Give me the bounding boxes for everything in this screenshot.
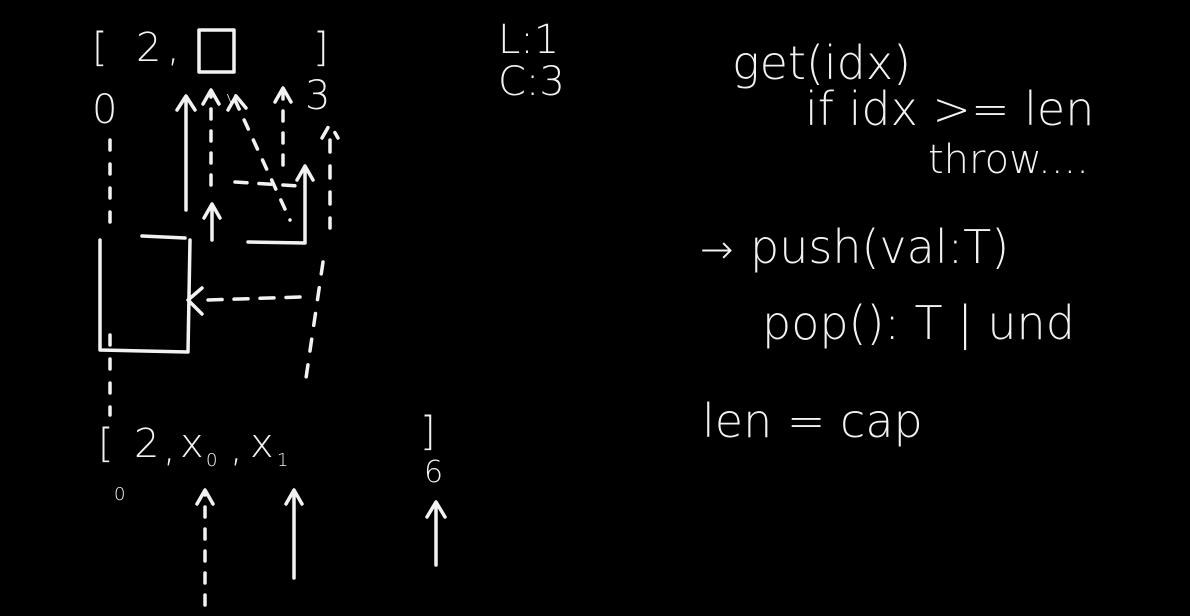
bottom-array-close-bracket: ] xyxy=(420,409,436,455)
note-get-throw: throw.... xyxy=(928,137,1089,183)
top-array-comma: , xyxy=(167,25,180,71)
bottom-array-open-bracket: [ xyxy=(98,421,114,467)
note-get-condition: if idx >= len xyxy=(805,82,1095,136)
note-len-equals-cap: len = cap xyxy=(702,394,923,448)
top-array-open-bracket: [ xyxy=(92,25,108,71)
dashed-horizontal-link xyxy=(235,182,298,186)
top-array-pointer-label: y xyxy=(226,88,237,109)
bottom-array-index-end: 6 xyxy=(424,455,444,490)
arrow-bottom-x0-head xyxy=(197,490,213,504)
memory-block xyxy=(100,236,190,352)
capacity-label: C:3 xyxy=(498,59,565,105)
arrow-middle-up xyxy=(204,204,220,240)
top-array-close-bracket: ] xyxy=(313,25,329,71)
arrow-block-to-slot-1 xyxy=(177,96,195,210)
bottom-array-x0-subscript: 0 xyxy=(206,450,218,471)
length-label: L:1 xyxy=(498,17,560,63)
index-3-dashed-guide xyxy=(305,124,338,385)
note-push-arrow: → xyxy=(700,227,734,273)
bottom-array-x0-var: x xyxy=(180,421,204,467)
arrow-bottom-end xyxy=(427,502,445,565)
arrow-into-block xyxy=(208,297,300,300)
top-array-empty-slot xyxy=(199,30,234,72)
arrow-l-shape xyxy=(248,166,313,243)
top-array-index-end: 3 xyxy=(305,73,331,119)
bottom-array-x1-subscript: 1 xyxy=(277,450,289,471)
bottom-array-comma-1: , xyxy=(163,425,176,471)
note-get-signature: get(idx) xyxy=(732,36,912,90)
bottom-array-index-start: 0 xyxy=(114,484,126,505)
bottom-array-comma-2: , xyxy=(230,425,243,471)
top-array-value-0: 2 xyxy=(136,25,162,71)
arrow-bottom-x1 xyxy=(286,490,302,578)
note-pop-signature: pop(): T | und xyxy=(762,296,1075,350)
bottom-array-value-0: 2 xyxy=(134,421,160,467)
note-push-signature: push(val:T) xyxy=(750,220,1010,274)
bottom-array-x1-var: x xyxy=(250,421,274,467)
top-array-index-start: 0 xyxy=(92,87,118,133)
